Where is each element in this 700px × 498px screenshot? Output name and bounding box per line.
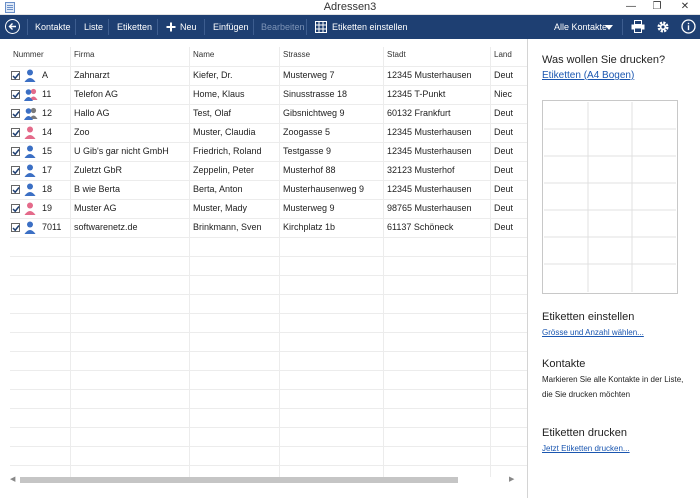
row-divider <box>10 370 527 371</box>
checkmark-icon <box>12 205 20 213</box>
tab-list[interactable]: Liste <box>84 22 104 32</box>
cell-strasse: Testgasse 9 <box>283 146 332 156</box>
table-row[interactable] <box>0 85 527 104</box>
cell-strasse: Musterweg 9 <box>283 203 335 213</box>
column-header-nummer[interactable]: Nummer <box>13 50 44 59</box>
cell-land: Deut <box>494 165 514 175</box>
print-labels-heading: Etiketten drucken <box>542 427 627 439</box>
column-header-firma[interactable]: Firma <box>74 50 95 59</box>
cell-firma: Zoo <box>74 127 90 137</box>
label-sheet-icon <box>315 21 327 33</box>
row-divider <box>10 237 527 238</box>
cell-firma: Zahnarzt <box>74 70 110 80</box>
toolbar-separator <box>108 19 109 35</box>
contacts-instruction-line2: die Sie drucken möchten <box>542 390 631 399</box>
cell-firma: Muster AG <box>74 203 117 213</box>
row-checkbox[interactable] <box>11 185 20 194</box>
cell-name: Test, Olaf <box>193 108 232 118</box>
cell-name: Home, Klaus <box>193 89 245 99</box>
cell-land: Deut <box>494 70 514 80</box>
tab-labels[interactable]: Etiketten <box>117 22 153 32</box>
arrow-left-icon <box>8 22 17 31</box>
window-title: Adressen3 <box>323 1 377 13</box>
cell-nummer: 11 <box>42 89 52 99</box>
cell-nummer: 15 <box>42 146 53 156</box>
row-checkbox[interactable] <box>11 147 20 156</box>
row-divider <box>10 313 527 314</box>
column-header-name[interactable]: Name <box>193 50 215 59</box>
cell-stadt: 12345 T-Punkt <box>387 89 446 99</box>
contact-group-icon <box>24 107 36 120</box>
row-divider <box>10 294 527 295</box>
row-divider <box>10 275 527 276</box>
cell-strasse: Zoogasse 5 <box>283 127 331 137</box>
table-row[interactable] <box>0 161 527 180</box>
cell-name: Kiefer, Dr. <box>193 70 233 80</box>
row-divider <box>10 256 527 257</box>
cell-strasse: Sinusstrasse 18 <box>283 89 348 99</box>
row-checkbox[interactable] <box>11 204 20 213</box>
title-bar <box>0 0 700 15</box>
print-now-link[interactable]: Jetzt Etiketten drucken... <box>542 444 630 453</box>
cell-stadt: 61137 Schöneck <box>387 222 454 232</box>
cell-land: Deut <box>494 184 514 194</box>
toolbar <box>0 15 700 39</box>
label-sheet-preview <box>542 100 678 294</box>
cell-strasse: Kirchplatz 1b <box>283 222 336 232</box>
row-checkbox[interactable] <box>11 71 20 80</box>
edit-button[interactable]: Bearbeiten <box>261 22 305 32</box>
row-divider <box>10 332 527 333</box>
cell-stadt: 12345 Musterhausen <box>387 184 472 194</box>
column-header-strasse[interactable]: Strasse <box>283 50 311 59</box>
column-header-land[interactable]: Land <box>494 50 512 59</box>
cell-name: Muster, Mady <box>193 203 248 213</box>
contact-person-icon <box>24 126 36 139</box>
label-setup-button[interactable]: Etiketten einstellen <box>332 22 408 32</box>
table-row[interactable] <box>0 142 527 161</box>
cell-land: Deut <box>494 203 514 213</box>
table-row[interactable] <box>0 199 527 218</box>
back-button[interactable] <box>5 19 20 34</box>
cell-firma: B wie Berta <box>74 184 121 194</box>
cell-nummer: 7011 <box>42 222 62 232</box>
cell-firma: Zuletzt GbR <box>74 165 123 175</box>
contact-person-icon <box>24 164 36 177</box>
minimize-button[interactable]: — <box>626 1 636 12</box>
cell-land: Deut <box>494 146 514 156</box>
contact-person-icon <box>24 221 36 234</box>
cell-nummer: 17 <box>42 165 53 175</box>
cell-name: Berta, Anton <box>193 184 243 194</box>
tab-contacts[interactable]: Kontakte <box>35 22 71 32</box>
checkmark-icon <box>12 148 20 156</box>
scroll-thumb[interactable] <box>20 477 458 483</box>
row-checkbox[interactable] <box>11 109 20 118</box>
new-button[interactable]: Neu <box>180 22 197 32</box>
toolbar-separator <box>157 19 158 35</box>
cell-nummer: 12 <box>42 108 53 118</box>
scroll-right-arrow[interactable]: ▶ <box>509 476 515 483</box>
cell-name: Zeppelin, Peter <box>193 165 255 175</box>
checkmark-icon <box>12 110 20 118</box>
contact-person-icon <box>24 69 36 82</box>
toolbar-separator <box>75 19 76 35</box>
cell-firma: U Gib's gar nicht GmbH <box>74 146 169 156</box>
cell-land: Deut <box>494 222 514 232</box>
contact-person-icon <box>24 145 36 158</box>
contacts-heading: Kontakte <box>542 358 586 370</box>
horizontal-scrollbar[interactable] <box>10 475 517 485</box>
cell-strasse: Musterweg 7 <box>283 70 335 80</box>
toolbar-separator <box>306 19 307 35</box>
cell-firma: Telefon AG <box>74 89 119 99</box>
row-checkbox[interactable] <box>11 223 20 232</box>
close-button[interactable]: ✕ <box>680 1 690 12</box>
label-grid <box>544 102 676 292</box>
cell-stadt: 60132 Frankfurt <box>387 108 451 118</box>
row-checkbox[interactable] <box>11 90 20 99</box>
cell-strasse: Musterhof 88 <box>283 165 336 175</box>
toolbar-separator <box>253 19 254 35</box>
chevron-down-icon[interactable] <box>605 25 613 30</box>
table-row[interactable] <box>0 218 527 237</box>
label-size-link[interactable]: Grösse und Anzahl wählen... <box>542 328 644 337</box>
contacts-instruction-line1: Markieren Sie alle Kontakte in der Liste, <box>542 375 684 384</box>
checkmark-icon <box>12 129 20 137</box>
checkmark-icon <box>12 91 20 99</box>
row-divider <box>10 446 527 447</box>
insert-button[interactable]: Einfügen <box>213 22 249 32</box>
contact-person-icon <box>24 202 36 215</box>
checkmark-icon <box>12 224 20 232</box>
column-header-stadt[interactable]: Stadt <box>387 50 406 59</box>
row-divider <box>10 351 527 352</box>
label-setup-heading: Etiketten einstellen <box>542 311 635 323</box>
cell-nummer: A <box>42 70 49 80</box>
cell-firma: softwarenetz.de <box>74 222 138 232</box>
plus-icon <box>166 22 176 32</box>
cell-nummer: 14 <box>42 127 53 137</box>
print-panel <box>527 39 700 498</box>
table-row[interactable] <box>0 123 527 142</box>
checkmark-icon <box>12 186 20 194</box>
all-contacts-dropdown[interactable]: Alle Kontakte <box>554 22 608 32</box>
label-format-link[interactable]: Etiketten (A4 Bogen) <box>542 70 635 81</box>
cell-name: Friedrich, Roland <box>193 146 262 156</box>
cell-firma: Hallo AG <box>74 108 110 118</box>
toolbar-separator <box>204 19 205 35</box>
row-divider <box>10 427 527 428</box>
row-checkbox[interactable] <box>11 128 20 137</box>
gear-icon[interactable] <box>656 20 670 34</box>
cell-land: Niec <box>494 89 513 99</box>
print-question-heading: Was wollen Sie drucken? <box>542 54 666 66</box>
help-icon[interactable] <box>681 19 696 34</box>
row-checkbox[interactable] <box>11 166 20 175</box>
row-divider <box>10 465 527 466</box>
cell-nummer: 19 <box>42 203 53 213</box>
scroll-left-arrow[interactable]: ◀ <box>10 476 16 483</box>
row-divider <box>10 389 527 390</box>
checkmark-icon <box>12 167 20 175</box>
cell-stadt: 12345 Musterhausen <box>387 70 472 80</box>
cell-name: Muster, Claudia <box>193 127 256 137</box>
contact-group-icon <box>24 88 36 101</box>
cell-land: Deut <box>494 108 514 118</box>
cell-stadt: 32123 Musterhof <box>387 165 455 175</box>
cell-land: Deut <box>494 127 514 137</box>
cell-stadt: 12345 Musterhausen <box>387 127 472 137</box>
contact-person-icon <box>24 183 36 196</box>
cell-strasse: Gibsnichtweg 9 <box>283 108 345 118</box>
printer-icon[interactable] <box>631 20 645 33</box>
cell-name: Brinkmann, Sven <box>193 222 262 232</box>
table-row[interactable] <box>0 180 527 199</box>
toolbar-separator <box>27 19 28 35</box>
cell-strasse: Musterhausenweg 9 <box>283 184 365 194</box>
contacts-table <box>0 39 527 498</box>
table-row[interactable] <box>0 66 527 85</box>
toolbar-separator <box>622 19 623 35</box>
checkmark-icon <box>12 72 20 80</box>
cell-stadt: 98765 Musterhausen <box>387 203 472 213</box>
restore-button[interactable]: ❐ <box>652 1 662 12</box>
table-row[interactable] <box>0 104 527 123</box>
cell-nummer: 18 <box>42 184 53 194</box>
row-divider <box>10 408 527 409</box>
cell-stadt: 12345 Musterhausen <box>387 146 472 156</box>
